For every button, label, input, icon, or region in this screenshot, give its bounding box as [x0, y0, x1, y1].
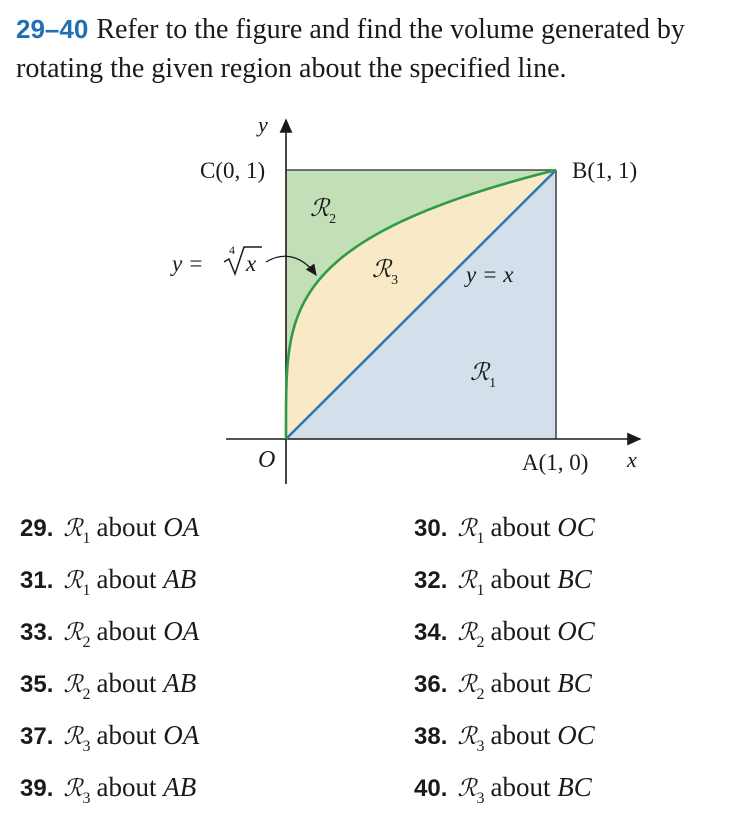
problem-range: 29–40 — [16, 14, 89, 44]
region-1-subscript: 1 — [489, 376, 497, 391]
y-axis-label: y — [258, 112, 268, 137]
region-2-symbol: ℛ — [310, 196, 330, 222]
point-C-label: C(0, 1) — [200, 158, 266, 183]
point-A-label: A(1, 0) — [522, 450, 589, 475]
problem-31: 31. ℛ$_1$ about AB — [20, 564, 197, 599]
problem-35: 35. ℛ$_2$ about AB — [20, 668, 197, 703]
problem-39: 39. ℛ$_3$ about AB — [20, 772, 197, 807]
problem-36: 36. ℛ$_2$ about BC — [414, 668, 592, 703]
problem-29: 29. ℛ$_1$ about OA — [20, 512, 200, 547]
instruction-line-2: rotating the given region about the specified line. — [16, 53, 567, 84]
point-B-label: B(1, 1) — [572, 158, 638, 183]
problem-30: 30. ℛ$_1$ about OC — [414, 512, 595, 547]
instruction-line-1: Refer to the figure and find the volume generated by — [96, 14, 685, 45]
line-label: y = x — [466, 262, 514, 287]
problem-33: 33. ℛ$_2$ about OA — [20, 616, 200, 651]
curve-label-root-index: 4 — [229, 243, 235, 257]
origin-label: O — [258, 447, 276, 473]
problem-32: 32. ℛ$_1$ about BC — [414, 564, 592, 599]
region-1-symbol: ℛ — [470, 360, 490, 386]
problem-40: 40. ℛ$_3$ about BC — [414, 772, 592, 807]
problem-38: 38. ℛ$_3$ about OC — [414, 720, 595, 755]
problem-37: 37. ℛ$_3$ about OA — [20, 720, 200, 755]
curve-label-prefix: y = — [172, 251, 204, 276]
problem-34: 34. ℛ$_2$ about OC — [414, 616, 595, 651]
region-3-subscript: 3 — [391, 273, 399, 288]
region-3-symbol: ℛ — [372, 257, 392, 283]
curve-label-radicand: x — [246, 251, 257, 276]
region-2-subscript: 2 — [329, 212, 337, 227]
x-axis-label: x — [627, 447, 637, 472]
